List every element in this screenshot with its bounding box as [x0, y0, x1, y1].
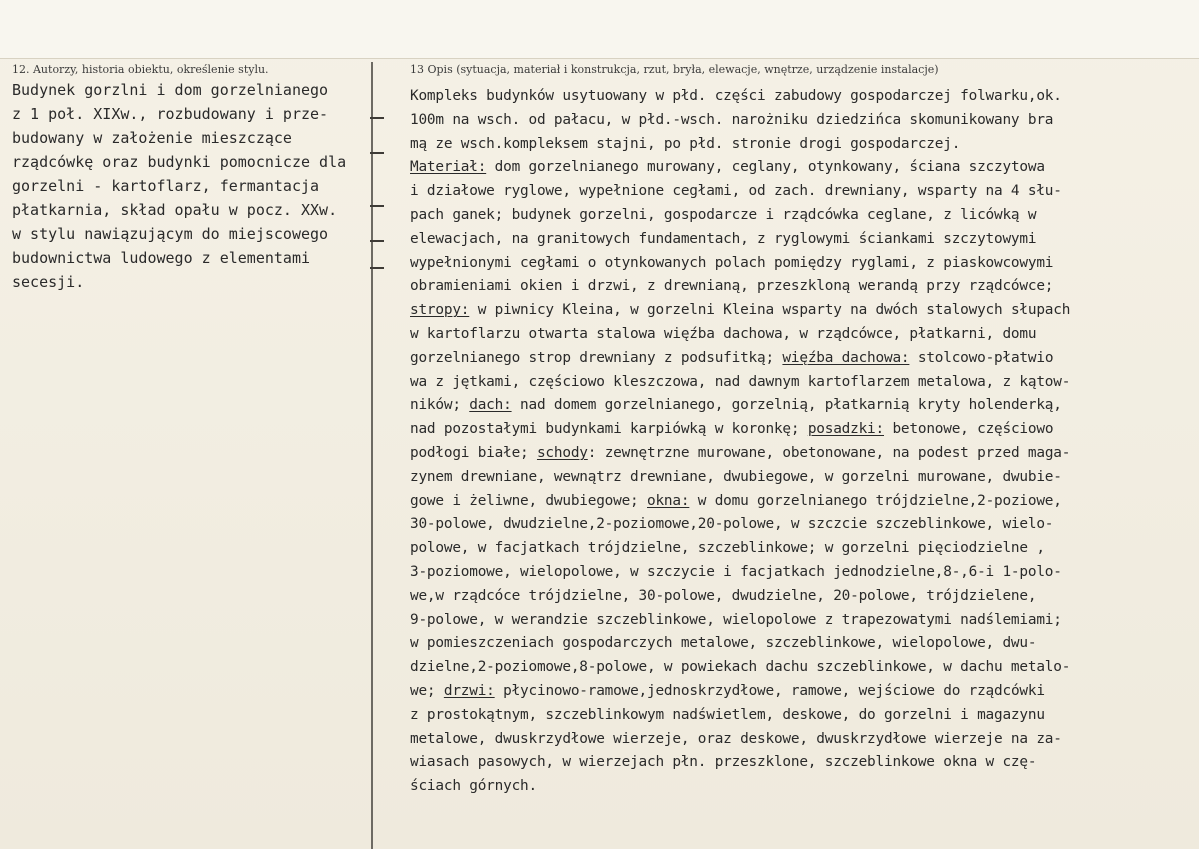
section-keyword: dach: — [469, 397, 512, 414]
text-line: z 1 poł. XIXw., rozbudowany i prze- — [12, 105, 329, 123]
text-segment: dzielne,2-poziomowe,8-polowe, w powiekach dachu szczeblinkowe, w dachu metalo- — [410, 659, 1071, 676]
text-line — [410, 204, 1199, 228]
section-12-header: 12. Autorzy, historia obiektu, określenie stylu. — [12, 63, 269, 76]
text-segment: wa z jętkami, częściowo kleszczowa, nad dawnym kartoflarzem metalowa, z kątow- — [410, 373, 1071, 390]
text-segment: i działowe ryglowe, wypełnione cegłami, od zach. drewniany, wsparty na 4 słu- — [410, 183, 1062, 200]
text-segment: dom gorzelnianego murowany, ceglany, otynkowany, ściana szczytowa — [486, 159, 1045, 176]
text-segment: mą ze wsch.kompleksem stajni, po płd. stronie drogi gospodarczej. — [410, 135, 961, 152]
text-line — [410, 585, 1199, 609]
text-segment: gorzelnianego strop drewniany z podsufitką; — [410, 349, 783, 366]
text-line: w stylu nawiązującym do miejscowego — [12, 225, 329, 243]
text-segment: 30-polowe, dwudzielne,2-poziomowe,20-polowe, w szczcie szczeblinkowe, wielo- — [410, 516, 1054, 533]
text-segment: stolcowo-płatwio — [909, 349, 1054, 366]
text-segment: 9-polowe, w werandzie szczeblinkowe, wielopolowe z trapezowatymi nadślemiami; — [410, 611, 1062, 628]
text-segment: betonowe, częściowo — [884, 421, 1054, 438]
text-line — [410, 156, 1199, 180]
section-keyword: schody — [536, 444, 588, 461]
text-line — [410, 347, 1199, 371]
text-line — [410, 371, 1199, 395]
text-line — [410, 537, 1199, 561]
text-segment: płycinowo-ramowe,jednoskrzydłowe, ramowe, wejściowe do rządcówki — [494, 682, 1045, 699]
text-line — [410, 133, 1199, 157]
text-segment: metalowe, dwuskrzydłowe wierzeje, oraz deskowe, dwuskrzydłowe wierzeje na za- — [410, 730, 1062, 747]
text-segment: ników; — [410, 397, 470, 414]
top-margin-strip — [0, 0, 1199, 59]
text-line — [410, 728, 1199, 752]
section-keyword: okna: — [647, 492, 690, 509]
text-line — [410, 299, 1199, 323]
text-line — [410, 418, 1199, 442]
text-line — [410, 609, 1199, 633]
text-segment: : zewnętrzne murowane, obetonowane, na podest przed maga- — [587, 444, 1071, 461]
text-segment: w pomieszczeniach gospodarczych metalowe, szczeblinkowe, wielopolowe, dwu- — [410, 635, 1037, 652]
section-12-text — [12, 78, 388, 294]
text-line — [410, 323, 1199, 347]
text-segment: wypełnionymi cegłami o otynkowanych polach pomiędzy ryglami, z piaskowcowymi — [410, 254, 1054, 271]
text-segment: w piwnicy Kleina, w gorzelni Kleina wsparty na dwóch stalowych słupach — [469, 302, 1071, 319]
text-line — [410, 466, 1199, 490]
text-line: budowany w założenie mieszczące — [12, 129, 292, 147]
text-segment: wiasach pasowych, w wierzejach płn. przeszklone, szczeblinkowe okna w czę- — [410, 754, 1037, 771]
text-segment: 100m na wsch. od pałacu, w płd.-wsch. narożniku dziedzińca skomunikowany bra — [410, 111, 1054, 128]
text-line: płatkarnia, skład opału w pocz. XXw. — [12, 201, 338, 219]
text-line — [410, 394, 1199, 418]
text-line — [410, 704, 1199, 728]
text-line — [410, 228, 1199, 252]
text-segment: ściach górnych. — [410, 778, 537, 795]
section-keyword: Materiał: — [410, 159, 487, 176]
text-segment: nad pozostałymi budynkami karpiówką w koronkę; — [410, 421, 808, 438]
text-segment: obramieniami okien i drzwi, z drewnianą, przeszkloną werandą przy rządcówce; — [410, 278, 1054, 295]
text-line — [410, 442, 1199, 466]
section-keyword: posadzki: — [807, 421, 884, 438]
text-line — [410, 751, 1199, 775]
text-line — [410, 680, 1199, 704]
text-segment: we,w rządcóce trójdzielne, 30-polowe, dwudzielne, 20-polowe, trójdzielene, — [410, 587, 1037, 604]
text-line — [410, 490, 1199, 514]
text-segment: polowe, w facjatkach trójdzielne, szczeblinkowe; w gorzelni pięciodzielne , — [410, 540, 1045, 557]
text-segment: gowe i żeliwne, dwubiegowe; — [410, 492, 647, 509]
text-line: Budynek gorzlni i dom gorzelnianego — [12, 81, 329, 99]
text-line — [410, 109, 1199, 133]
text-line — [410, 85, 1199, 109]
section-keyword: więźba dachowa: — [782, 349, 910, 366]
text-line — [410, 632, 1199, 656]
text-line — [410, 180, 1199, 204]
text-line: secesji. — [12, 273, 85, 291]
text-segment: w kartoflarzu otwarta stalowa więźba dachowa, w rządcówce, płatkarni, domu — [410, 325, 1037, 342]
text-segment: Kompleks budynków usytuowany w płd. części zabudowy gospodarczej folwarku,ok. — [410, 88, 1062, 104]
text-line — [410, 656, 1199, 680]
text-line: budownictwa ludowego z elementami — [12, 249, 311, 267]
text-segment: w domu gorzelnianego trójdzielne,2-poziowe, — [689, 492, 1062, 509]
text-segment: we; — [410, 682, 444, 699]
text-segment: zynem drewniane, wewnątrz drewniane, dwubiegowe, w gorzelni murowane, dwubie- — [410, 468, 1062, 485]
text-line — [410, 252, 1199, 276]
text-segment: z prostokątnym, szczeblinkowym nadświetlem, deskowe, do gorzelni i magazynu — [410, 706, 1045, 723]
text-segment: podłogi białe; — [410, 444, 537, 461]
section-keyword: stropy: — [410, 302, 470, 319]
text-line: gorzelni - kartoflarz, fermantacja — [12, 177, 320, 195]
text-line: rządcówkę oraz budynki pomocnicze dla — [12, 153, 347, 171]
text-segment: nad domem gorzelnianego, gorzelnią, płatkarnią kryty holenderką, — [511, 397, 1062, 414]
text-line — [410, 561, 1199, 585]
section-13-text — [410, 85, 1199, 799]
text-line — [410, 275, 1199, 299]
text-segment: elewacjach, na granitowych fundamentach, z ryglowymi ściankami szczytowymi — [410, 230, 1037, 247]
section-keyword: drzwi: — [443, 682, 495, 699]
text-segment: pach ganek; budynek gorzelni, gospodarcze i rządcówka ceglane, z licówką w — [410, 206, 1037, 223]
section-13-header: 13 Opis (sytuacja, materiał i konstrukcja, rzut, bryła, elewacje, wnętrze, urządzenie instalacje) — [410, 63, 939, 76]
text-line — [410, 513, 1199, 537]
text-segment: 3-poziomowe, wielopolowe, w szczycie i facjatkach jednodzielne,8-,6-i 1-polo- — [410, 563, 1062, 580]
text-line — [410, 775, 1199, 799]
